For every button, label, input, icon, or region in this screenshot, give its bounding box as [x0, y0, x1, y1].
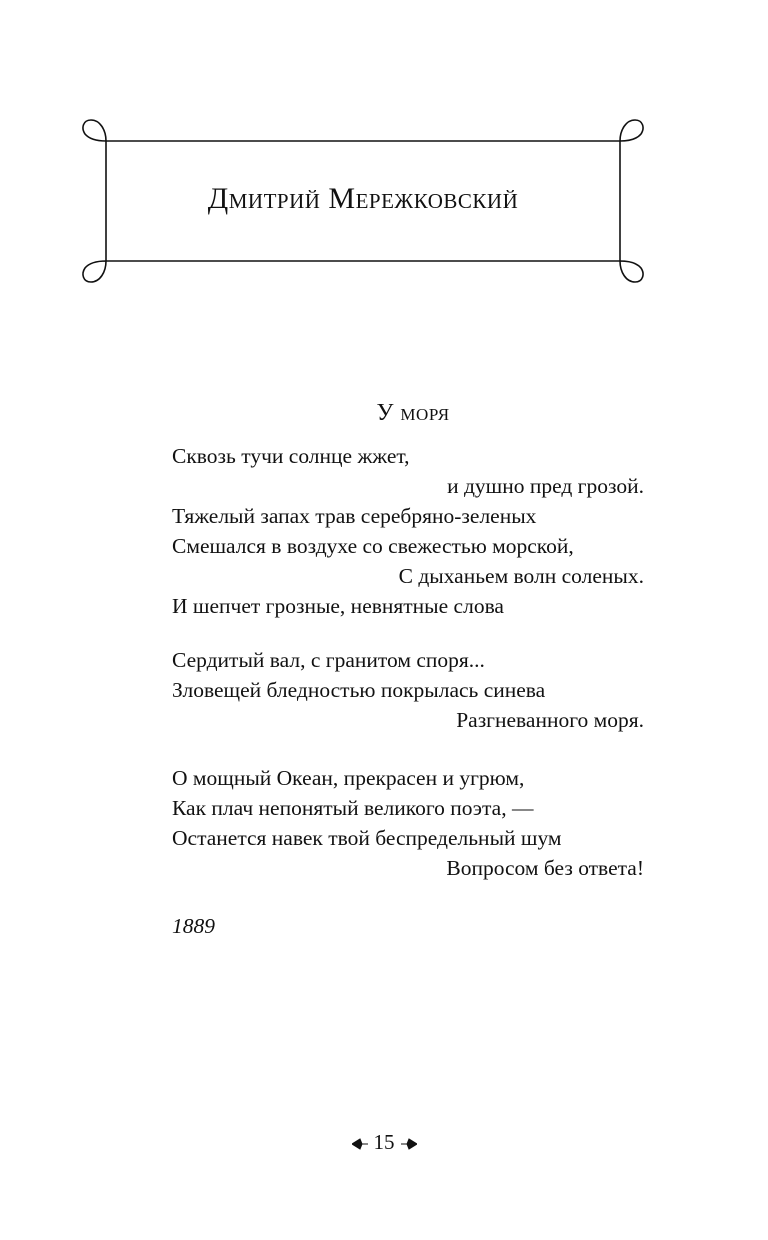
poem-line: Смешался в воздухе со свежестью морской,: [172, 534, 574, 558]
poem-line: Останется навек твой беспредельный шум: [172, 826, 562, 850]
page-number: 15: [373, 1130, 395, 1154]
author-name: Дмитрий Мережковский: [207, 182, 519, 215]
poem-line: Разгневанного моря.: [456, 708, 644, 732]
poem-title: У моря: [376, 400, 450, 426]
poem-line: Сквозь тучи солнце жжет,: [172, 444, 410, 468]
poem: [172, 395, 644, 941]
ornament-right-icon: [401, 1138, 417, 1150]
author-frame: [80, 116, 646, 286]
poem-line: О мощный Океан, прекрасен и угрюм,: [172, 766, 525, 790]
poem-line: И шепчет грозные, невнятные слова: [172, 594, 504, 618]
ornament-left-icon: [352, 1138, 368, 1150]
poem-line: С дыханьем волн соленых.: [398, 564, 644, 588]
poem-line: Как плач непонятый великого поэта, —: [172, 796, 534, 820]
stanza: [172, 763, 644, 883]
poem-line: Сердитый вал, с гранитом споря...: [172, 648, 485, 672]
poem-line: Вопросом без ответа!: [446, 856, 644, 880]
stanza: [172, 441, 644, 621]
poem-line: Зловещей бледностью покрылась синева: [172, 678, 546, 702]
poem-line: Тяжелый запах трав серебряно-зеленых: [172, 504, 537, 528]
poem-line: и душно пред грозой.: [447, 474, 644, 498]
poem-year: 1889: [172, 914, 215, 938]
stanza: [172, 645, 644, 735]
page-footer: [0, 1128, 768, 1156]
